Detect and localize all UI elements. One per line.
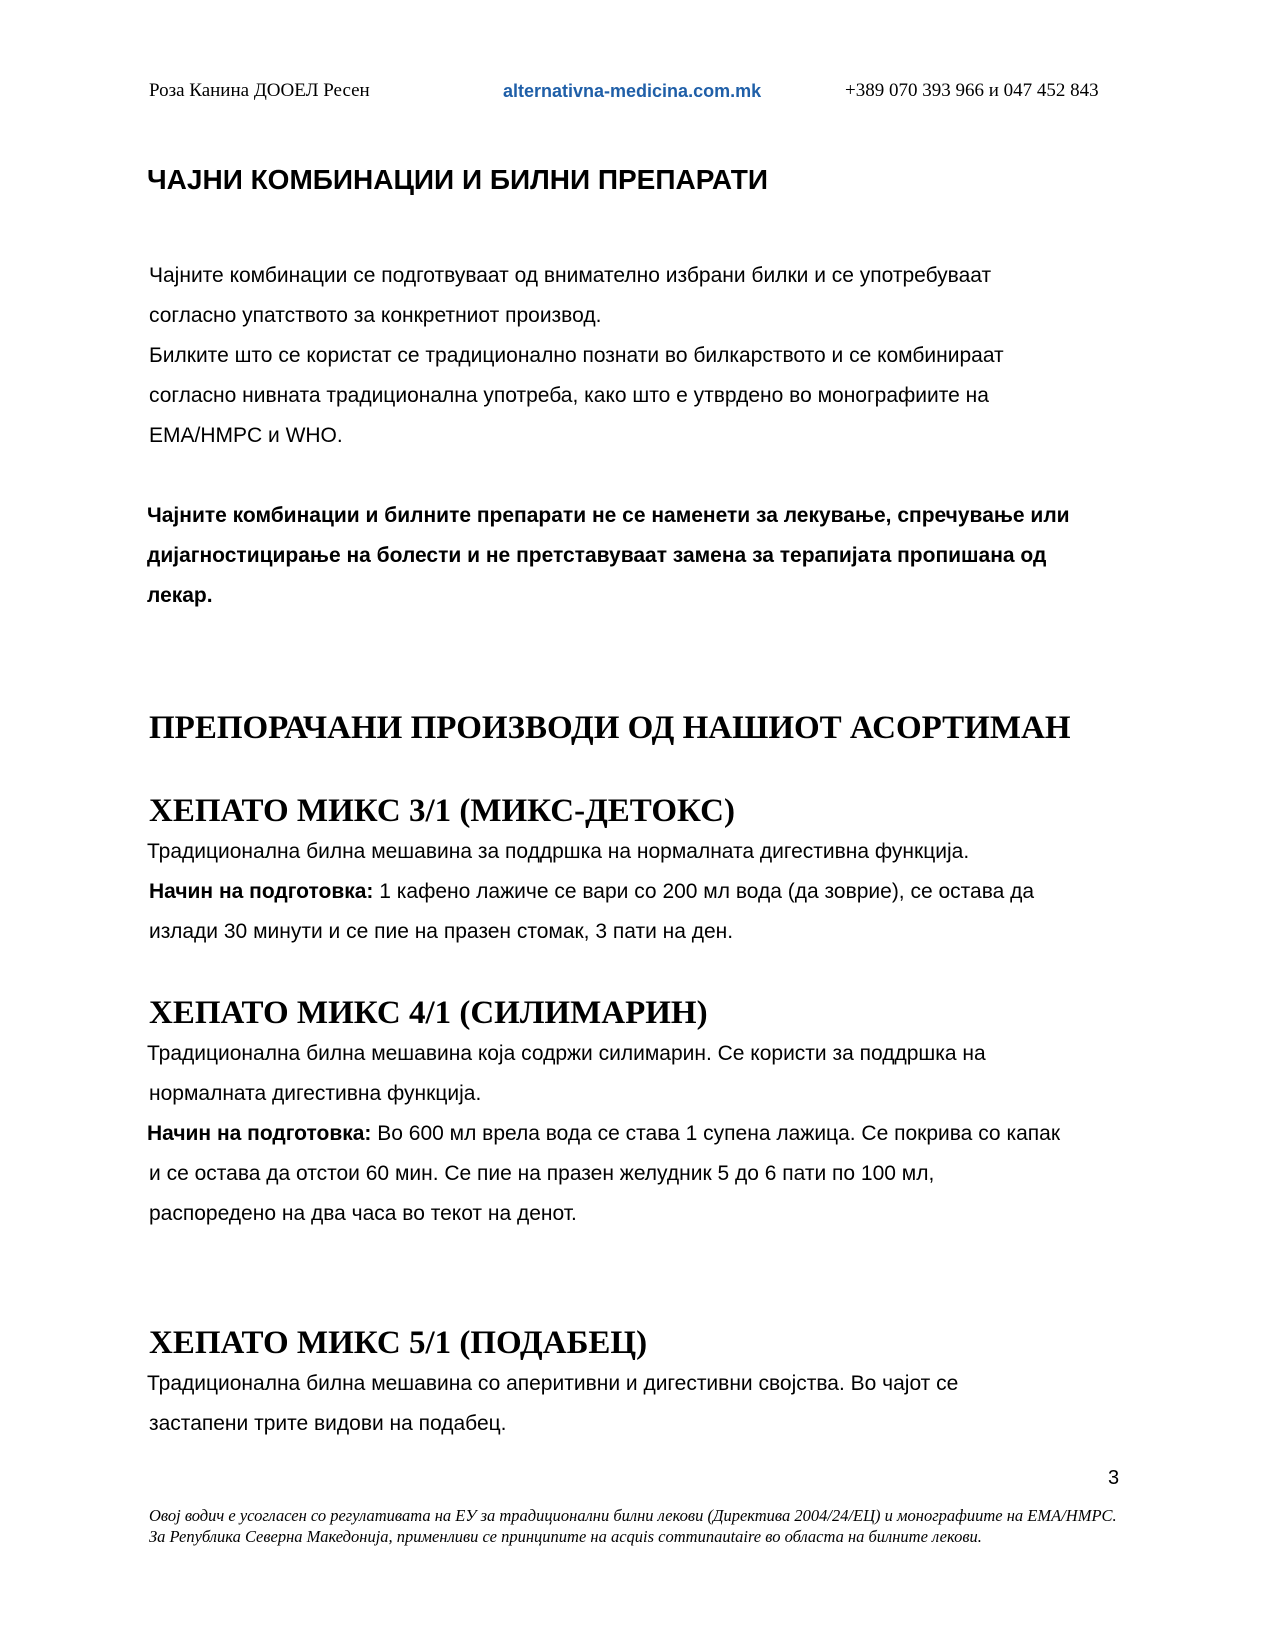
- product-description: застапени трите видови на подабец.: [149, 1412, 507, 1435]
- product-name: ХЕПАТО МИКС 5/1 (ПОДАБЕЦ): [149, 1325, 648, 1361]
- preparation-text: 1 кафено лажиче се вари со 200 мл вода (да зоврие), се остава да: [373, 880, 1035, 903]
- product-preparation-line: распоредено на два часа во текот на денот.: [149, 1202, 577, 1225]
- product-name: ХЕПАТО МИКС 4/1 (СИЛИМАРИН): [149, 995, 708, 1031]
- intro-line: EMA/HMPC и WHO.: [149, 424, 343, 447]
- product-description: Традиционална билна мешавина со аперитивни и дигестивни својства. Во чајот се: [147, 1372, 959, 1395]
- header-phones: +389 070 393 966 и 047 452 843: [845, 80, 1099, 101]
- header-company: Роза Канина ДООЕЛ Ресен: [149, 80, 370, 101]
- product-description: нормалната дигестивна функција.: [149, 1082, 482, 1105]
- preparation-label: Начин на подготовка:: [147, 1122, 372, 1145]
- product-preparation-line: и се остава да отстои 60 мин. Се пие на празен желудник 5 до 6 пати по 100 мл,: [149, 1162, 935, 1185]
- product-description: Традиционална билна мешавина која содржи силимарин. Се користи за поддршка на: [147, 1042, 986, 1065]
- intro-line: согласно упатството за конкретниот производ.: [149, 304, 602, 327]
- intro-line: Билките што се користат се традиционално познати во билкарството и се комбинираат: [149, 344, 1004, 367]
- intro-line: согласно нивната традиционална употреба, како што е утврдено во монографиите на: [149, 384, 989, 407]
- product-name: ХЕПАТО МИКС 3/1 (МИКС-ДЕТОКС): [149, 793, 735, 829]
- section-title: ЧАЈНИ КОМБИНАЦИИ И БИЛНИ ПРЕПАРАТИ: [147, 164, 768, 195]
- page-number: 3: [1108, 1467, 1120, 1489]
- intro-line: Чајните комбинации се подготвуваат од внимателно избрани билки и се употребуваат: [149, 264, 992, 287]
- disclaimer-line: дијагностицирање на болести и не претставуваат замена за терапијата пропишана од: [147, 544, 1047, 567]
- assortment-title: ПРЕПОРАЧАНИ ПРОИЗВОДИ ОД НАШИОТ АСОРТИМАН: [149, 710, 1071, 746]
- product-preparation: [149, 880, 1034, 904]
- product-preparation: [147, 1122, 1060, 1146]
- header-website-link[interactable]: alternativna-medicina.com.mk: [503, 81, 762, 101]
- product-description: Традиционална билна мешавина за поддршка на нормалната дигестивна функција.: [147, 840, 970, 863]
- disclaimer-line: Чајните комбинации и билните препарати не се наменети за лекување, спречување или: [147, 504, 1070, 527]
- product-preparation-line: излади 30 минути и се пие на празен стомак, 3 пати на ден.: [149, 920, 734, 943]
- preparation-label: Начин на подготовка:: [149, 880, 374, 903]
- footnote: Овој водич е усогласен со регулативата на ЕУ за традиционални билни лекови (Директива 2004/24/ЕЦ) и монографиите на EMA/HMPC. За Република Северна Македонија, применливи се принципите на acquis communautaire во областа на билните лекови.: [149, 1506, 1117, 1546]
- disclaimer-line: лекар.: [147, 584, 213, 607]
- preparation-text: Во 600 мл врела вода се става 1 супена лажица. Се покрива со капак: [371, 1122, 1061, 1145]
